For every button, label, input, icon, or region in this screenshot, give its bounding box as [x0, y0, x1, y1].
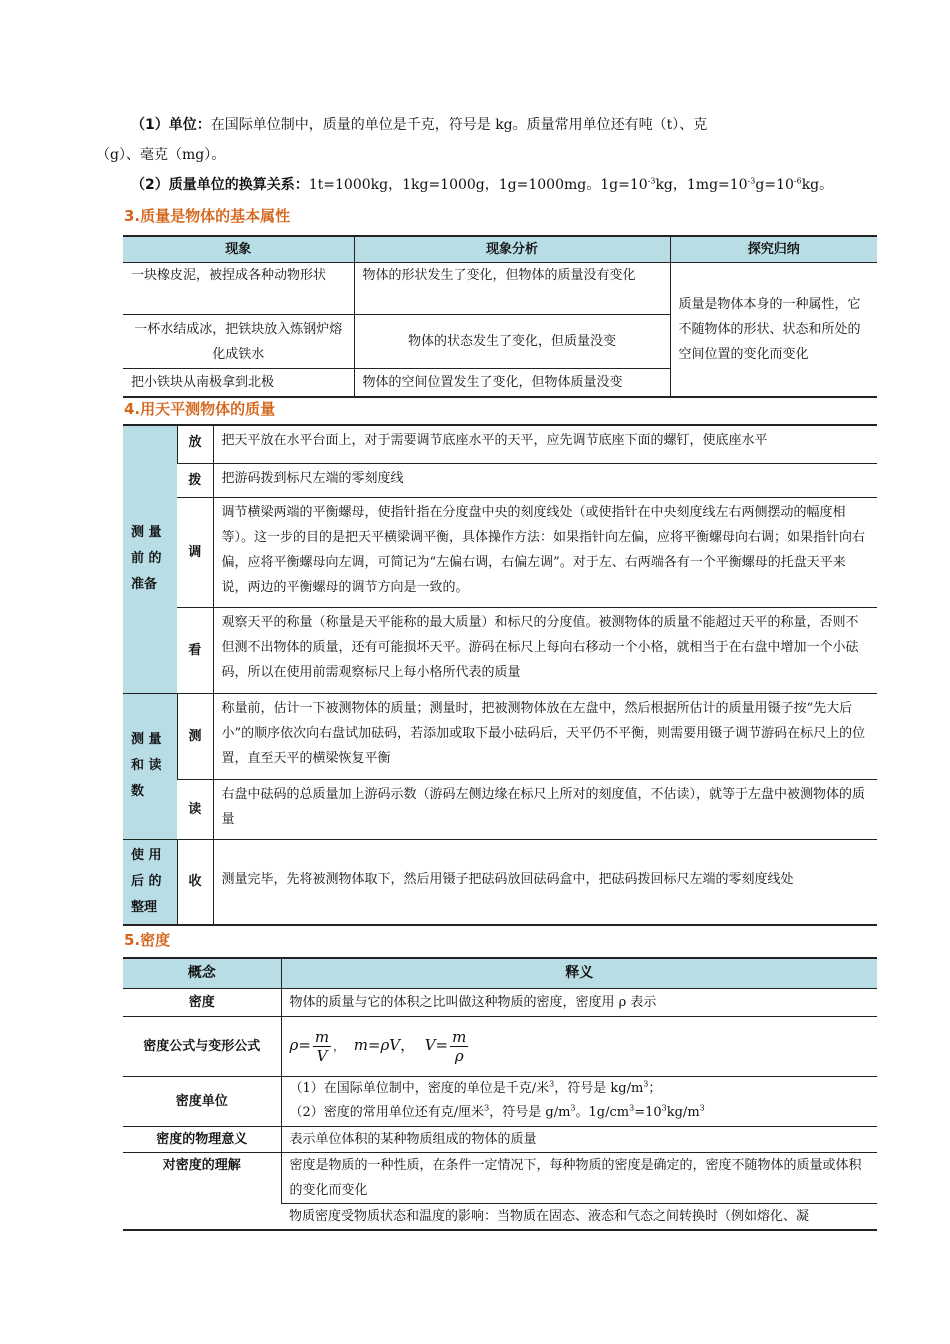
step-look: 看: [177, 607, 213, 693]
phenomenon-cell: 把小铁块从南极拿到北极: [123, 369, 354, 397]
conversion-d: kg。: [801, 177, 834, 193]
group-cleanup: 使 用 后 的 整理: [123, 839, 177, 925]
unit-cell: [281, 1076, 877, 1126]
unit-paragraph: [131, 115, 707, 135]
unit2-sup3: 3: [629, 1103, 635, 1113]
conversion-a: 1t=1000kg，1kg=1000g，1g=1000mg。1g=10: [308, 177, 648, 193]
formula-v-lhs: V: [424, 1036, 436, 1054]
conversion-sup1: -3: [647, 176, 656, 186]
unit2-d: =10: [634, 1105, 662, 1120]
unit-label: 密度单位: [123, 1076, 281, 1126]
formula-label: 密度公式与变形公式: [123, 1016, 281, 1076]
step-move: 拨: [177, 463, 213, 497]
formula-rho: ρ: [289, 1036, 299, 1054]
unit-label: （1）单位：: [131, 117, 211, 133]
header-phenomenon: 现象: [123, 236, 354, 263]
conclusion-cell: 质量是物体本身的一种属性，它不随物体的形状、状态和所处的空间位置的变化而变化: [670, 263, 877, 397]
step-adjust: 调: [177, 497, 213, 607]
formula-mass: m=ρV: [353, 1036, 401, 1054]
formula-sep1: ，: [333, 1040, 345, 1053]
meaning-text: 表示单位体积的某种物质组成的物体的质量: [281, 1126, 877, 1152]
analysis-cell: 物体的形状发生了变化，但物体的质量没有变化: [354, 263, 670, 315]
meaning-label: 密度的物理意义: [123, 1126, 281, 1152]
step-text: 把游码拨到标尺左端的零刻度线: [213, 463, 877, 497]
step-read: 读: [177, 779, 213, 839]
unit1-b: ，符号是 kg/m: [554, 1081, 644, 1096]
step-text: 右盘中砝码的总质量加上游码示数（游码左侧边缘在标尺上所对的刻度值，不估读），就等于左盘中被测物体的质量: [213, 779, 877, 839]
frac-den: ρ: [454, 1046, 464, 1065]
property-table: [123, 235, 877, 398]
unit1-a: （1）在国际单位制中，密度的单位是千克/米: [289, 1081, 550, 1096]
step-measure: 测: [177, 693, 213, 779]
formula-eq: =: [298, 1036, 311, 1054]
section5-heading: 5.密度: [124, 931, 171, 949]
formula-eq2: =: [435, 1036, 449, 1054]
density-definition: 物体的质量与它的体积之比叫做这种物质的密度，密度用 ρ 表示: [281, 988, 877, 1016]
conversion-c: g=10: [755, 177, 794, 193]
phenomenon-cell: 一块橡皮泥，被捏成各种动物形状: [123, 263, 354, 315]
unit2-sup5: 3: [699, 1103, 705, 1113]
unit1-sup: 3: [549, 1079, 555, 1089]
step-text: 测量完毕，先将被测物体取下，然后用镊子把砝码放回砝码盒中，把砝码拨回标尺左端的零刻度线处: [213, 839, 877, 925]
frac-num: m: [452, 1027, 467, 1046]
unit-paragraph-cont: [96, 145, 225, 165]
understand-label: 对密度的理解: [123, 1152, 281, 1230]
unit2-c: 。1g/cm: [575, 1105, 630, 1120]
unit1-c: ；: [648, 1081, 662, 1096]
header-analysis: 现象分析: [354, 236, 670, 263]
unit2-b: ，符号是 g/m: [489, 1105, 571, 1120]
understand-text2: 物质密度受物质状态和温度的影响：当物质在固态、液态和气态之间转换时（例如熔化、凝: [281, 1203, 877, 1230]
conversion-sup3: -6: [793, 176, 802, 186]
conversion-label: （2）质量单位的换算关系：: [131, 177, 309, 193]
group-measure: 测 量 和 读 数: [123, 693, 177, 839]
analysis-cell: 物体的状态发生了变化，但质量没变: [354, 315, 670, 369]
step-text: 把天平放在水平台面上，对于需要调节底座水平的天平，应先调节底座下面的螺钉，使底座水平: [213, 425, 877, 463]
step-collect: 收: [177, 839, 213, 925]
understand-text1: 密度是物质的一种性质，在条件一定情况下，每种物质的密度是确定的，密度不随物体的质量或体积的变化而变化: [281, 1152, 877, 1203]
section4-heading: 4.用天平测物体的质量: [124, 400, 276, 418]
unit2-sup4: 3: [661, 1103, 667, 1113]
header-conclusion: 探究归纳: [670, 236, 877, 263]
fraction-m-over-rho: [450, 1028, 468, 1065]
step-text: 调节横梁两端的平衡螺母，使指针指在分度盘中央的刻度线处（或使指针在中央刻度线左右两侧摆动的幅度相等）。这一步的目的是把天平横梁调平衡，具体操作方法：如果指针向左偏，应将平衡螺母向右调；如果指针向右偏，应将平衡螺母向左调，可简记为“左偏右调，右偏左调”。对于左、右两端各有一个平衡螺母的托盘天平来说，两边的平衡螺母的调节方向是一致的。: [213, 497, 877, 607]
conversion-paragraph: [131, 175, 833, 195]
unit-text-cont: （g）、毫克（mg）。: [96, 147, 226, 163]
formula-cell: [281, 1016, 877, 1076]
analysis-cell: 物体的空间位置发生了变化，但物体质量没变: [354, 369, 670, 397]
density-table: [123, 957, 877, 1231]
fraction-m-over-v: [313, 1028, 331, 1065]
density-label: 密度: [123, 988, 281, 1016]
density-formula: [289, 1027, 471, 1065]
formula-sep2: ，: [400, 1036, 416, 1054]
phenomenon-cell: 一杯水结成冰，把铁块放入炼钢炉熔化成铁水: [123, 315, 354, 369]
frac-den: V: [316, 1046, 328, 1065]
step-place: 放: [177, 425, 213, 463]
unit2-sup: 3: [484, 1103, 490, 1113]
section3-heading: 3.质量是物体的基本属性: [124, 207, 291, 225]
unit2-e: kg/m: [666, 1105, 700, 1120]
frac-num: m: [314, 1027, 330, 1046]
group-prep: 测 量 前 的 准备: [123, 425, 177, 693]
unit2-a: （2）密度的常用单位还有克/厘米: [289, 1105, 485, 1120]
header-concept: 概念: [123, 958, 281, 988]
unit-line2: [290, 1101, 870, 1125]
conversion-sup2: -3: [747, 176, 756, 186]
balance-table: [123, 424, 877, 926]
step-text: 称量前，估计一下被测物体的质量；测量时，把被测物体放在左盘中，然后根据所估计的质量用镊子按“先大后小”的顺序依次向右盘试加砝码，若添加或取下最小砝码后，天平仍不平衡，则需要用镊子调节游码在标尺上的位置，直至天平的横梁恢复平衡: [213, 693, 877, 779]
unit-text: 在国际单位制中，质量的单位是千克，符号是 kg。质量常用单位还有吨（t）、克: [210, 117, 708, 133]
unit2-sup2: 3: [570, 1103, 576, 1113]
header-meaning: 释义: [281, 958, 877, 988]
unit-line1: [290, 1077, 870, 1101]
unit1-sup2: 3: [643, 1079, 649, 1089]
conversion-b: kg，1mg=10: [655, 177, 748, 193]
step-text: 观察天平的称量（称量是天平能称的最大质量）和标尺的分度值。被测物体的质量不能超过天平的称量，否则不但测不出物体的质量，还有可能损坏天平。游码在标尺上每向右移动一个小格，就相当于在右盘中增加一个小砝码，所以在使用前需观察标尺上每小格所代表的质量: [213, 607, 877, 693]
